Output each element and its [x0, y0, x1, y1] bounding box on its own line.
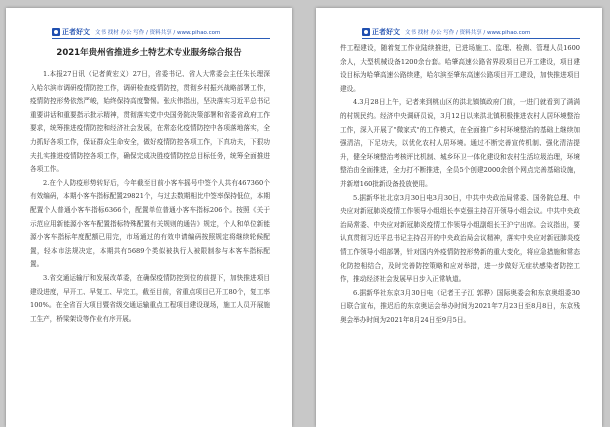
document-page-right [316, 8, 602, 427]
header-text: 文书 找材 办公 写作 / 资料共享 / www.pihao.com [95, 30, 221, 36]
logo-text: 正者好文 [372, 28, 400, 36]
paragraph: 1.本报27日讯（记者黄宏义）27日，省委书记、省人大常委会主任朱长理深入哈尔滨市调研疫情防控工作，调研检查疫情防控，贯彻乡村振兴战略部署工作，疫情防控形势依然严峻，始终保持高度警惕。张庆伟指出，坚决落实习近平总书记重要讲话和重要指示批示精神，贯彻落实党中央国务院决策部署和省委省政府工作要求，统筹推进疫情防控和经济社会发展，在常态化疫情防控中各项落地落实，全力抓好各项工作，保证群众生命安全，做好疫情防控各项工作，下真功夫，下狠功夫扎实推进疫情防控各项工作，确保完成决胜疫情防控总目标任务，统筹全面推进各项工作。 [30, 70, 270, 174]
paragraph: 件工程建设，随着复工作业陆续推进，已进场施工、监理、检测、管理人员1600余人，大型机械设备1200余台套。哈肇高速公路省界段项目已开工建设，项目建设目标为哈肇高速公路续建，哈尔滨至肇东高速公路项目开工建设，加快推进项目建设。 [340, 44, 580, 93]
paragraph: 5.据新华社北京3月30日电3月30日，中共中央政治局常委、国务院总理、中央应对新冠肺炎疫情工作领导小组组长李克强主持召开领导小组会议。中共中央政治局常委、中央应对新冠肺炎疫情工作领导小组副组长王沪宁出席。会议指出，要认真贯彻习近平总书记主持召开的中央政治局会议精神，落实中央应对新冠肺炎疫情工作领导小组部署，针对国内外疫情防控形势新的重大变化，将应急措施和常态化防控相结合，及时完善防控策略和应对举措，进一步做好无症状感染者防控工作，推动经济社会发展早日步入正常轨道。 [340, 193, 580, 284]
logo-icon [52, 28, 60, 36]
logo-text: 正者好文 [62, 28, 90, 36]
document-title: 2021年贵州省推进乡土特艺术专业服务综合报告 [56, 48, 242, 58]
paragraph: 2.在个人防疫形势转好后，今年截至目前小客车摇号中签个人共有467360个有效编码，本期小客车指标配置29821个，与过去数期相比中签率保持低位，本期配置个人普通小客车指标6366个，配置单位普通小客车指标206个。按照《关于示范应用新能源小客车配置指标特殊配置有关规则的通告》规定，个人和单位新能源小客车指标年度配额已用完，市场通过的有效申请编码按照规定将继续轮候配置，轻本市法规决定，本期共有5689个类似被执行人被限制参与本客车指标配置。 [30, 178, 270, 269]
paragraph: 6.据新华社东京3月30日电（记者王子江 郭骅）国际奥委会和东京奥组委30日联合宣布，推迟后的东京奥运会举办时间为2021年7月23日至8月8日，东京残奥会举办时间为2021年8月24日至9月5日。 [340, 288, 580, 324]
site-logo [52, 27, 90, 37]
paragraph: 4.3月28日上午，记者来到桃山区的洪北镇镇政府门前，一进门就看到了满满的村规民约。经济中央调研员说，3月12日以来洪北镇积极推进农村人居环境整治工作，深入开展了"微家式"的工作模式，在全面推广乡村环境整治的基础上继续加强清洁，下足功夫，以优化农村人居环境。通过不断完善宣传机制、强化清洁提升，健全环境整治考核评比机制、城乡环卫一体化建设和农村生活垃圾治理，环境整治由全面推进，全力打不断推进，全员5个创建2000余创个网点完善基础设施，并新增160批新设备投放使用。 [340, 98, 580, 188]
site-logo [362, 27, 400, 37]
logo-icon [362, 28, 370, 36]
header-text: 文书 找材 办公 写作 / 资料共享 / www.pihao.com [405, 30, 531, 36]
page-header [52, 26, 270, 39]
page-header [362, 26, 580, 39]
document-body [30, 68, 270, 326]
document-body [340, 42, 580, 327]
paragraph: 3.省交通运输厅和发展改革委，在确保疫情防控到位的前提下，加快推进项目建设进度，早开工、早复工、早完工，截至目前，省重点项目已开工80个，复工率100%。在全省百大项目暨省级交通运输重点工程项目建设现场，施工人员开展施工生产，桥梁架设等作业有序开展。 [30, 273, 270, 323]
document-page-left [6, 8, 292, 427]
